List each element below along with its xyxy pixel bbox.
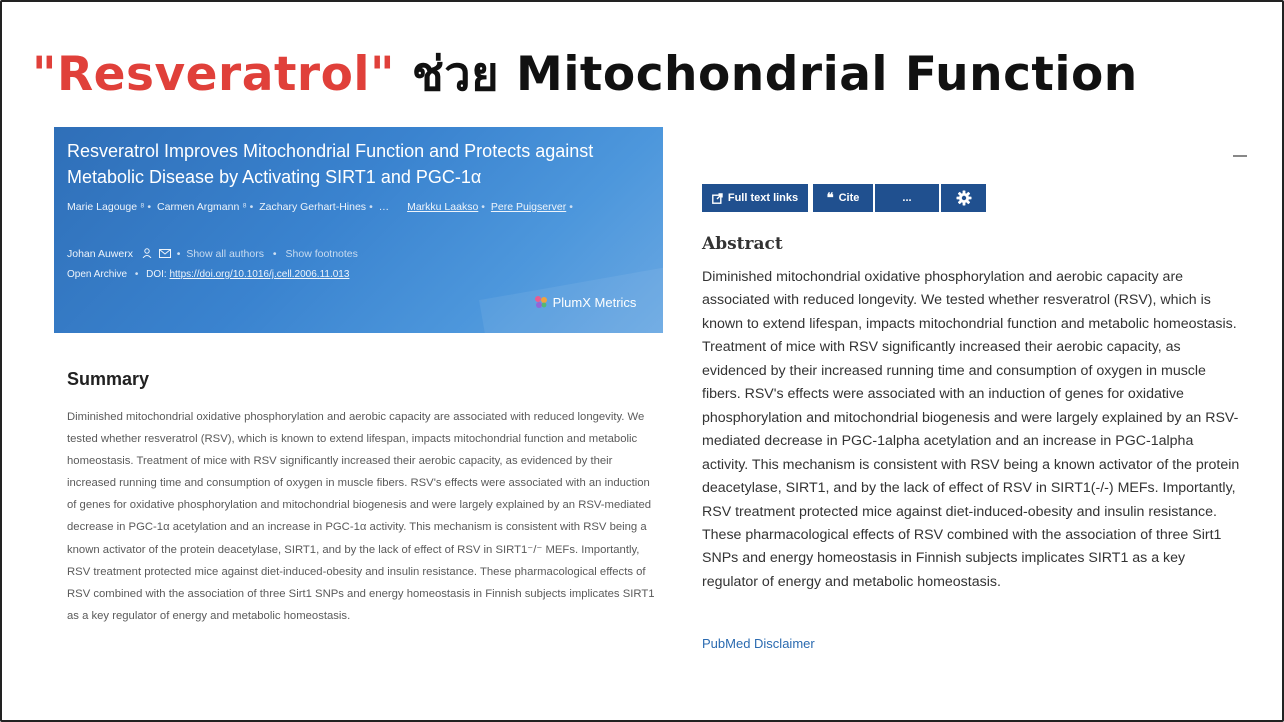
settings-button[interactable]	[941, 184, 986, 212]
show-footnotes-link[interactable]: Show footnotes	[285, 248, 358, 260]
author-3[interactable]: Zachary Gerhart-Hines	[259, 201, 367, 213]
plumx-label: PlumX Metrics	[552, 295, 637, 310]
article-title: Resveratrol Improves Mitochondrial Function and Protects against Metabolic Disease by Activating SIRT1 and PGC-1α	[67, 141, 594, 187]
doi-label: DOI:	[146, 269, 167, 280]
abstract-heading: Abstract	[702, 234, 783, 254]
author-1[interactable]: Marie Lagouge	[67, 201, 138, 213]
gear-icon	[956, 190, 972, 206]
author-4[interactable]: Markku Laakso	[407, 201, 479, 213]
headline-rest: ช่วย Mitochondrial Function	[411, 47, 1138, 102]
cite-button[interactable]	[813, 184, 873, 212]
headline-resveratrol: "Resveratrol"	[32, 47, 395, 102]
external-link-icon	[712, 193, 723, 204]
summary-heading: Summary	[67, 369, 150, 389]
pubmed-disclaimer-link[interactable]: PubMed Disclaimer	[702, 636, 815, 651]
author-ellipsis: …	[378, 201, 390, 213]
article-banner	[54, 127, 663, 333]
show-all-authors-link[interactable]: Show all authors	[186, 248, 264, 260]
last-author[interactable]: Johan Auwerx	[67, 248, 133, 260]
more-label: ...	[902, 192, 912, 204]
cite-label: Cite	[838, 192, 860, 204]
plumx-metrics[interactable]	[533, 294, 636, 310]
plumx-icon	[533, 295, 553, 310]
summary-text: Diminished mitochondrial oxidative phosphorylation and aerobic capacity are associated with reduced longevity. We tested whether resveratrol (RSV), which is known to extend lifespan, impacts mitochondrial function and metabolic homeostasis. Treatment of mice with RSV significantly increased their aerobic capacity, as evidenced by their increased running time and consumption of oxygen in muscle fibers. RSV's effects were associated with an induction of genes for oxidative phosphorylation and mitochondrial biogenesis and were largely explained by an RSV-mediated decrease in PGC-1α acetylation and an increase in PGC-1α activity. This mechanism is consistent with RSV being a known activator of the protein deacetylase, SIRT1, and by the lack of effect of RSV in SIRT1⁻/⁻ MEFs. Importantly, RSV treatment protected mice against diet-induced-obesity and insulin resistance. These pharmacological effects of RSV combined with the association of three Sirt1 SNPs and energy homeostasis in Finnish subjects implicates SIRT1 as a key regulator of energy and metabolic homeostasis.	[67, 411, 655, 622]
decorative-dash	[1233, 155, 1247, 157]
person-icon	[142, 248, 155, 260]
full-text-links-label: Full text links	[727, 192, 799, 204]
author-2[interactable]: Carmen Argmann	[157, 201, 240, 213]
mail-icon[interactable]	[159, 248, 174, 260]
slide-headline	[32, 40, 1138, 110]
open-archive-label: Open Archive	[67, 269, 128, 280]
author-5[interactable]: Pere Puigserver	[490, 201, 567, 213]
more-options-button[interactable]	[875, 184, 939, 212]
quote-icon: ❝	[826, 190, 834, 206]
full-text-links-button[interactable]	[702, 184, 808, 212]
doi-link[interactable]: https://doi.org/10.1016/j.cell.2006.11.013	[169, 269, 350, 280]
abstract-text: Diminished mitochondrial oxidative phosphorylation and aerobic capacity are associated with reduced longevity. We tested whether resveratrol (RSV), which is known to extend lifespan, impacts mitochondrial function and metabolic homeostasis. Treatment of mice with RSV significantly increased their aerobic capacity, as evidenced by their increased running time and consumption of oxygen in muscle fibers. RSV's effects were associated with an induction of genes for oxidative phosphorylation and mitochondrial biogenesis and were largely explained by an RSV-mediated decrease in PGC-1alpha acetylation and an increase in PGC-1alpha activity. This mechanism is consistent with RSV being a known activator of the protein deacetylase, SIRT1, and by the lack of effect of RSV in SIRT1(-/-) MEFs. Importantly, RSV treatment protected mice against diet-induced-obesity and insulin resistance. These pharmacological effects of RSV combined with the association of three Sirt1 SNPs and energy homeostasis in Finnish subjects implicates SIRT1 as a key regulator of energy and metabolic homeostasis.	[702, 269, 1240, 590]
author-list: Marie Lagouge ⁸ • Carmen Argmann ⁸ • Zachary Gerhart-Hines • … Markku Laakso • Pere Puigserver •	[67, 201, 573, 213]
author-row-2: Johan Auwerx • Show all authors • Show footnotes	[67, 248, 358, 260]
doi-row: Open Archive • DOI: https://doi.org/10.1016/j.cell.2006.11.013	[67, 269, 350, 280]
